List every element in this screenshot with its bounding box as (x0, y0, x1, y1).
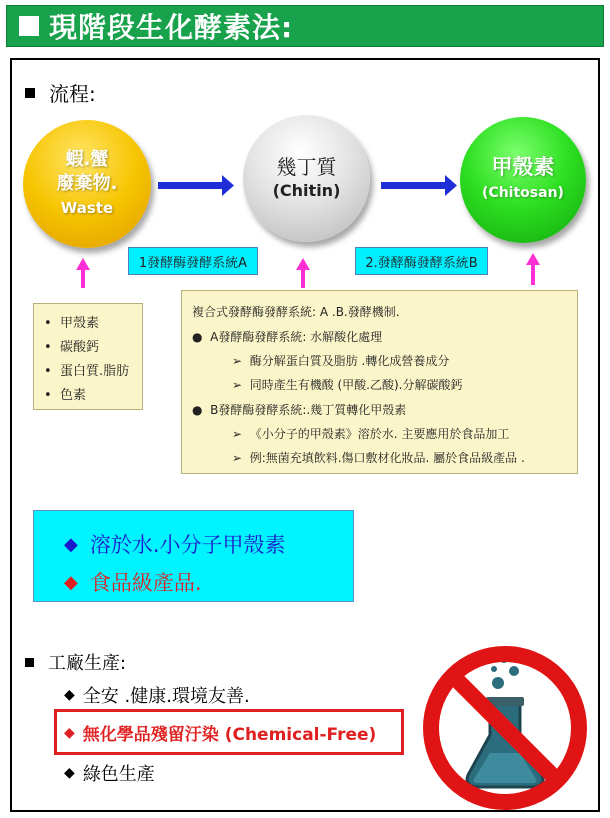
highlight-box (33, 510, 354, 602)
ingredient-text: 色素 (59, 388, 86, 403)
blue-diamond-icon: ◆ (64, 533, 78, 555)
flow-heading-label: 流程: (49, 82, 96, 106)
magenta-up-arrow-3 (526, 253, 540, 285)
waste-label-en: Waste (60, 199, 114, 217)
no-chemical-icon (420, 643, 590, 813)
factory-item-2-text: 無化學品殘留汙染 (Chemical-Free) (82, 725, 377, 745)
square-bullet-icon (25, 658, 34, 667)
factory-item-1-text: 全安 .健康.環境友善. (82, 686, 250, 707)
ingredient-text: 蛋白質.脂肪 (59, 364, 130, 379)
red-diamond-bullet-icon: ◆ (64, 724, 75, 741)
process-b-sub2: ➢ 例:無菌充填飲料.傷口敷材化妝品. 屬於食品級產品 . (232, 451, 525, 465)
ingredient-item: • 甲殼素 (44, 316, 99, 331)
factory-item-2 (64, 720, 376, 745)
factory-heading (25, 649, 126, 675)
process-b-sub1: ➢ 《小分子的甲殼素》溶於水. 主要應用於食品加工 (232, 427, 510, 441)
process-b-sub2-text: 例:無菌充填飲料.傷口敷材化妝品. 屬於食品級產品 . (249, 451, 525, 465)
chitin-label-en: (Chitin) (272, 180, 341, 200)
process-a-title-text: A發酵酶發酵系統: 水解酸化處理 (210, 330, 383, 344)
process-a-sub1-text: 酶分解蛋白質及脂肪 .轉化成營養成分 (249, 354, 450, 368)
process-b-title-text: B發酵酶發酵系統:.幾丁質轉化甲殼素 (210, 403, 407, 417)
ingredient-text: 甲殼素 (59, 316, 99, 331)
magenta-up-arrow-1 (76, 258, 90, 288)
process-a-title: ● A發酵酶發酵系統: 水解酸化處理 (192, 330, 383, 344)
process-a-sub2-text: 同時產生有機酸 (甲酸.乙酸).分解碳酸鈣 (249, 378, 463, 392)
highlight-line-2 (64, 567, 202, 597)
process-b-sub1-text: 《小分子的甲殼素》溶於水. 主要應用於食品加工 (249, 427, 510, 441)
factory-item-3-text: 綠色生產 (82, 764, 155, 785)
waste-label-2: 廢棄物. (56, 173, 118, 194)
process-a-sub1: ➢ 酶分解蛋白質及脂肪 .轉化成營養成分 (232, 354, 450, 368)
blue-arrow-2 (381, 175, 457, 196)
step2-label (355, 247, 488, 275)
chitosan-label-en: (Chitosan) (482, 185, 564, 201)
factory-item-3 (64, 760, 155, 786)
process-a-sub2: ➢ 同時產生有機酸 (甲酸.乙酸).分解碳酸鈣 (232, 378, 463, 392)
ingredients-note (33, 303, 143, 410)
process-b-title: ● B發酵酶發酵系統:.幾丁質轉化甲殼素 (192, 403, 407, 417)
highlight-text-1: 溶於水.小分子甲殼素 (89, 533, 286, 557)
red-diamond-icon: ◆ (64, 571, 78, 593)
ingredient-item: • 蛋白質.脂肪 (44, 364, 130, 379)
diamond-bullet-icon: ◆ (64, 687, 75, 703)
highlight-line-1 (64, 529, 286, 559)
step1-label-text: 1發酵酶發酵系統A (138, 255, 248, 271)
ingredient-item: • 色素 (44, 388, 86, 403)
ingredient-item: • 碳酸鈣 (44, 340, 99, 355)
factory-heading-label: 工廠生產: (48, 653, 127, 674)
diamond-bullet-icon: ◆ (64, 765, 75, 781)
ingredient-text: 碳酸鈣 (59, 340, 99, 355)
page-title: 現階段生化酵素法: (49, 11, 294, 44)
chitin-label-zh: 幾丁質 (276, 154, 337, 179)
magenta-up-arrow-2 (296, 258, 310, 288)
blue-arrow-1 (158, 175, 234, 196)
factory-item-1 (64, 682, 250, 708)
process-note-intro: 複合式發酵酶發酵系統: A .B.發酵機制. (192, 305, 400, 319)
step1-label (128, 247, 258, 275)
waste-label-1: 蝦.蟹 (65, 149, 109, 170)
highlight-text-2: 食品級產品. (89, 571, 202, 595)
chitosan-label-zh: 甲殼素 (491, 155, 555, 179)
step2-label-text: 2.發酵酶發酵系統B (365, 255, 478, 271)
process-note (181, 290, 578, 474)
